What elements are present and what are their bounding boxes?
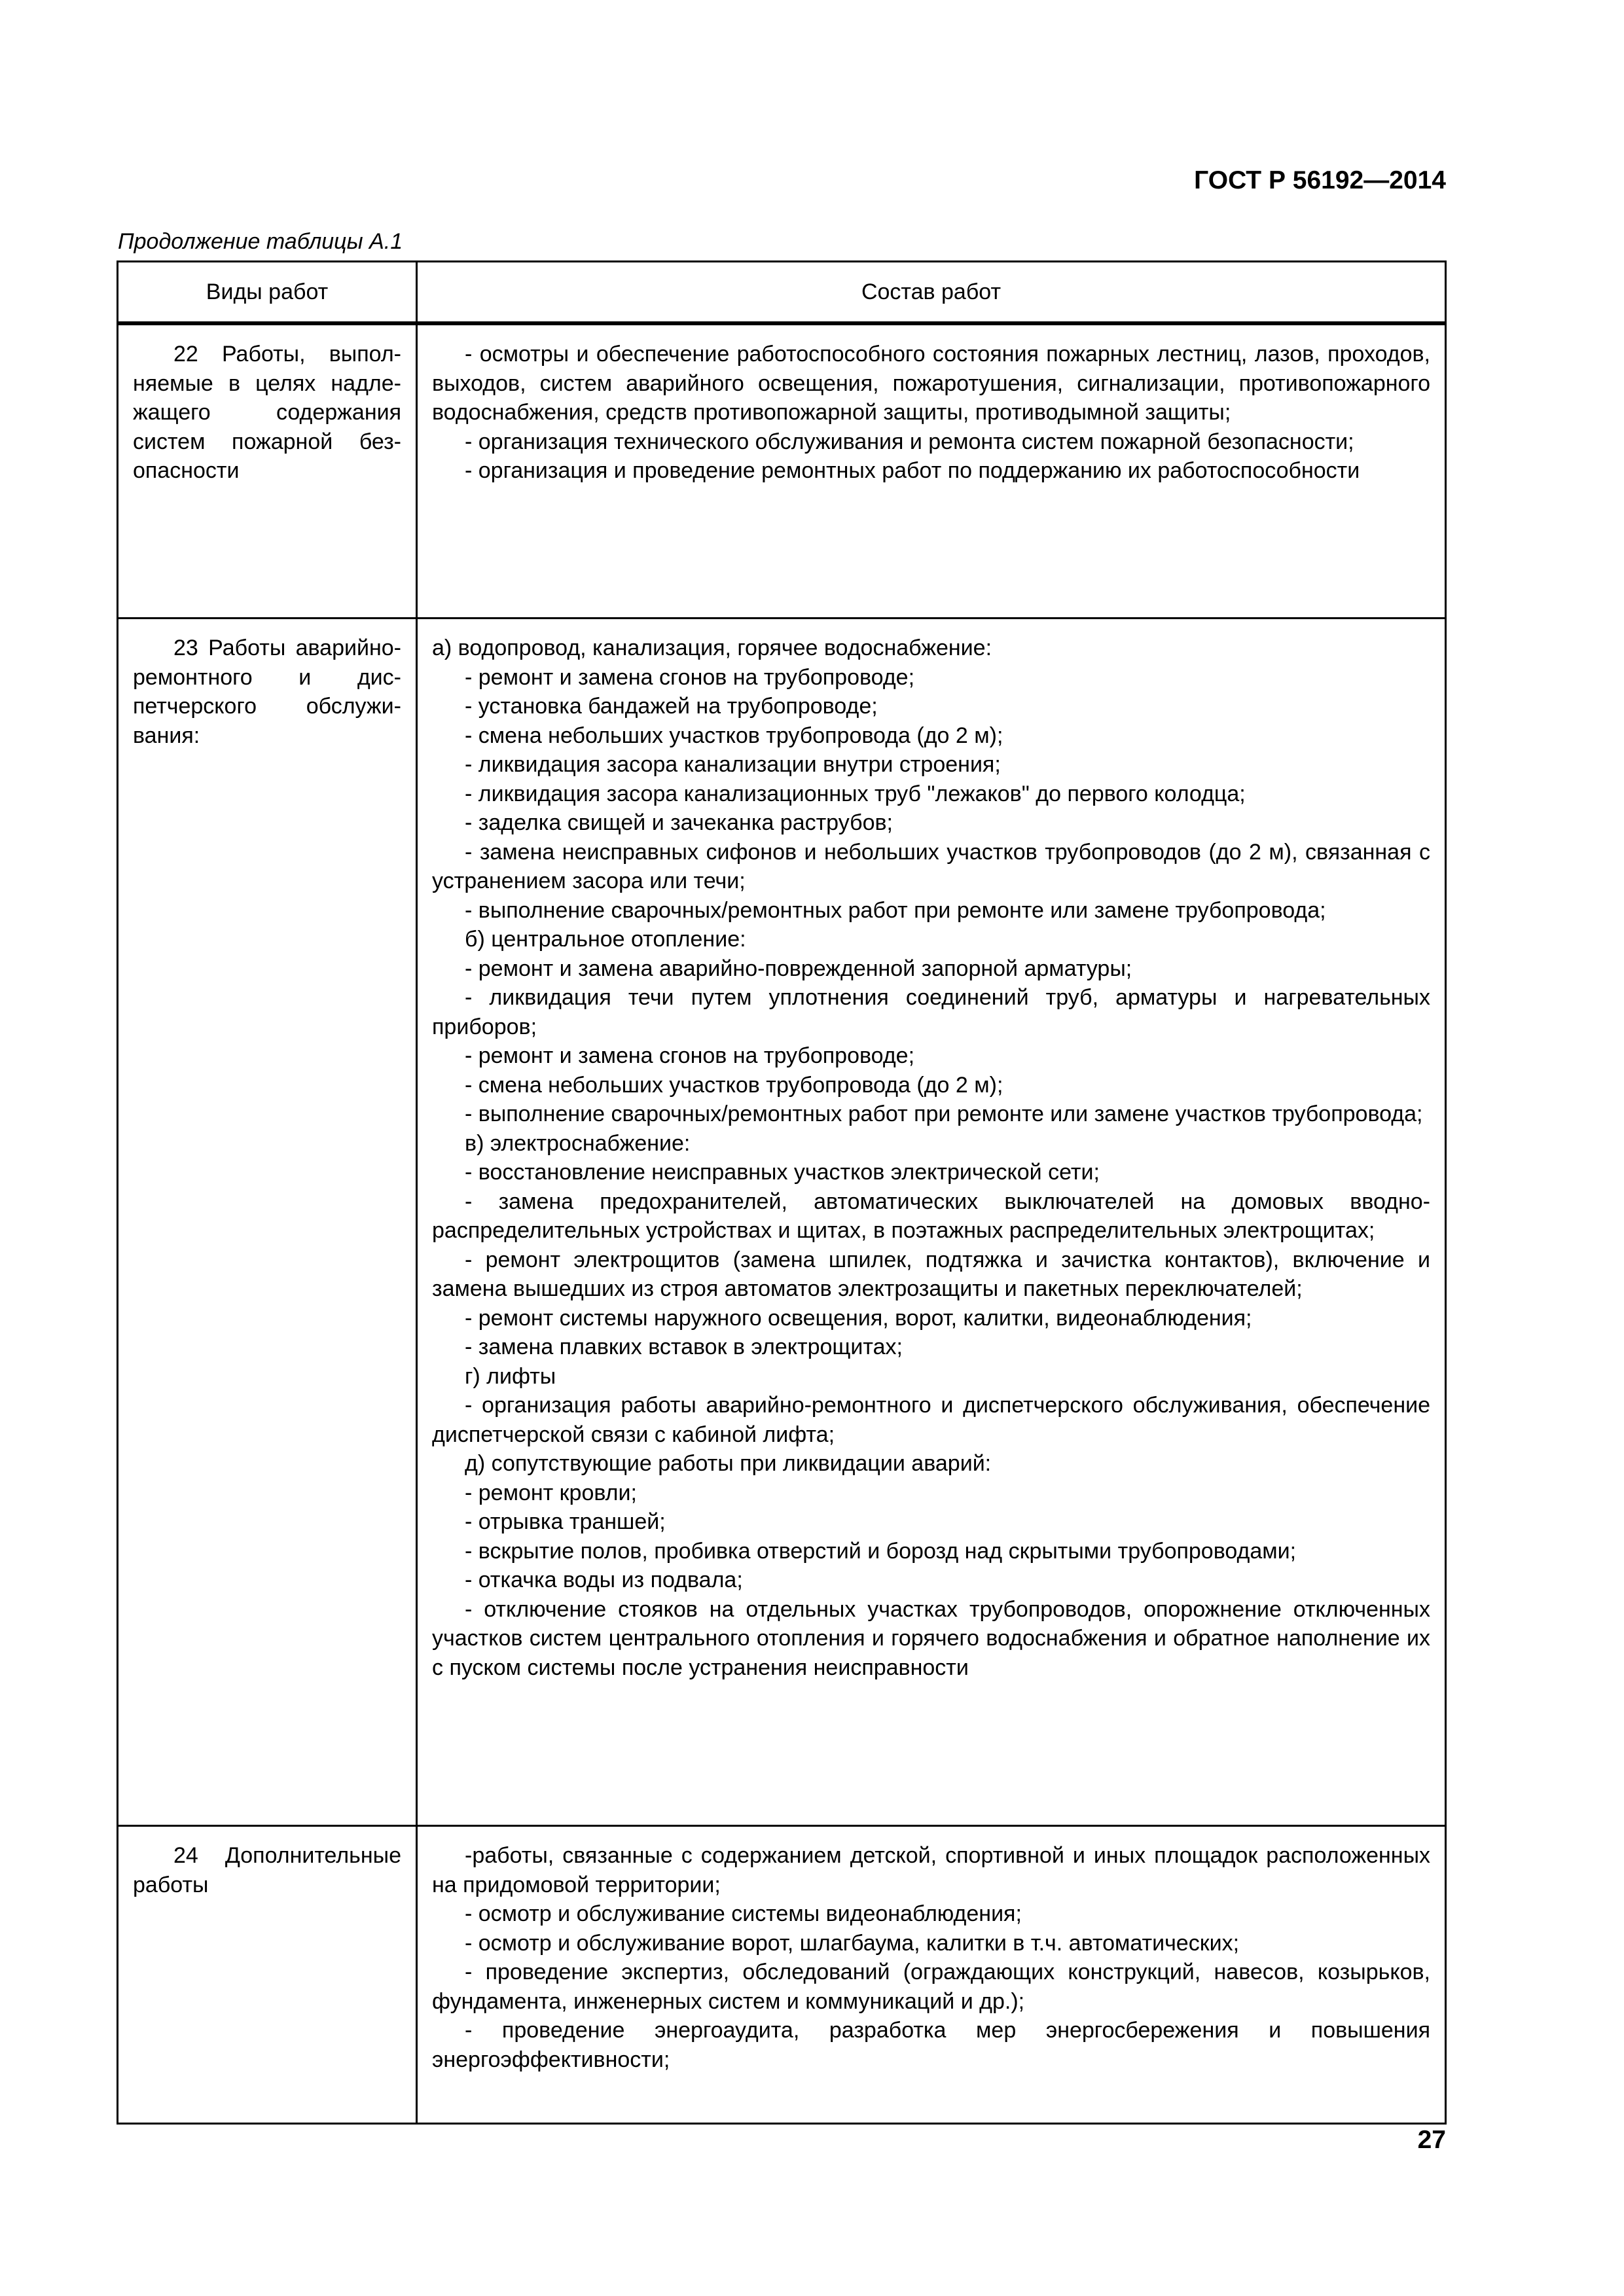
table-caption: Продолжение таблицы А.1 — [118, 229, 403, 254]
content-line: - установка бандажей на трубопроводе; — [465, 694, 878, 719]
section-heading: в) электроснабжение: — [465, 1130, 691, 1156]
content-line: - проведение энергоаудита, разработка мер энергосбережения и повышения энергоэффективности; — [432, 2018, 1430, 2072]
content-line: - организация технического обслуживания и ремонта систем пожарной безопасности; — [465, 429, 1354, 454]
content-line: - ремонт кровли; — [465, 1480, 637, 1505]
content-line: - ремонт и замена сгонов на трубопроводе; — [465, 664, 915, 690]
work-kind-text: 23 Работы аварийно-ремонтного и диспетчерского обслуживания: — [133, 636, 401, 748]
section-heading: б) центральное отопление: — [465, 927, 746, 952]
work-kind-cell — [118, 1826, 417, 2124]
content-line: - замена плавких вставок в электрощитах; — [465, 1335, 903, 1359]
content-line: -работы, связанные с содержанием детской, спортивной и иных площадок расположенных на придомовой территории; — [432, 1843, 1430, 1897]
content-line: - ремонт системы наружного освещения, ворот, калитки, видеонаблюдения; — [465, 1305, 1252, 1331]
content-line: - ремонт и замена аварийно-поврежденной запорной арматуры; — [465, 956, 1132, 981]
work-kind-text: 22 Работы, выполняемые в целях надлежащего содержания систем пожарной безопасности — [133, 342, 401, 483]
content-line: - выполнение сварочных/ремонтных работ при ремонте или замене трубопровода; — [465, 897, 1326, 923]
content-line: - замена предохранителей, автоматических выключателей на домовых вводно-распределительных устройствах и щитах, в поэтажных распределительных электрощитах; — [432, 1189, 1430, 1243]
content-line: - замена неисправных сифонов и небольших участков трубопроводов (до 2 м), связанная с устранением засора или течи; — [432, 839, 1430, 893]
content-line: - осмотры и обеспечение работоспособного состояния пожарных лестниц, лазов, проходов, выходов, систем аварийного освещения, пожаротушения, сигнализации, противопожарного водоснабжения, средств противопожарной защиты, противодымной защиты; — [432, 342, 1430, 425]
content-line: - осмотр и обслуживание системы видеонаблюдения; — [465, 1901, 1022, 1926]
work-kind-cell — [118, 619, 417, 1826]
work-content-cell — [417, 619, 1446, 1826]
section-heading: а) водопровод, канализация, горячее водоснабжение: — [432, 636, 992, 660]
content-line: - откачка воды из подвала; — [465, 1568, 743, 1592]
content-line: - вскрытие полов, пробивка отверстий и борозд над скрытыми трубопроводами; — [465, 1538, 1297, 1564]
content-line: - ремонт электрощитов (замена шпилек, подтяжка и зачистка контактов), включение и замена вышедших из строя автоматов электрозащиты и пакетных переключателей; — [432, 1247, 1430, 1301]
content-line: - ремонт и замена сгонов на трубопроводе; — [465, 1043, 915, 1068]
content-line: - проведение экспертиз, обследований (ограждающих конструкций, навесов, козырьков, фундамента, инженерных систем и коммуникаций и др.); — [432, 1960, 1430, 2014]
table-header-row — [118, 262, 1446, 324]
content-line: - восстановление неисправных участков электрической сети; — [465, 1160, 1100, 1185]
work-content-cell — [417, 1826, 1446, 2124]
table-row — [118, 619, 1446, 1826]
column-header-kind: Виды работ — [118, 262, 417, 324]
section-heading: г) лифты — [465, 1363, 556, 1389]
section-heading: д) сопутствующие работы при ликвидации аварий: — [465, 1451, 992, 1476]
content-line: - отключение стояков на отдельных участках трубопроводов, опорожнение отключенных участков систем центрального отопления и горячего водоснабжения и обратное наполнение их с пуском системы после устранения неисправности — [432, 1596, 1430, 1680]
content-line: - осмотр и обслуживание ворот, шлагбаума, калитки в т.ч. автоматических; — [465, 1930, 1240, 1956]
content-line: - организация работы аварийно-ремонтного и диспетчерского обслуживания, обеспечение диспетчерской связи с кабиной лифта; — [432, 1393, 1430, 1447]
works-table — [117, 260, 1447, 2125]
document-code: ГОСТ Р 56192—2014 — [1194, 166, 1446, 194]
table-row — [118, 323, 1446, 619]
work-content-cell — [417, 323, 1446, 619]
content-line: - отрывка траншей; — [465, 1509, 666, 1534]
page-number: 27 — [1417, 2126, 1446, 2154]
content-line: - ликвидация засора канализационных труб "лежаков" до первого колодца; — [465, 781, 1246, 806]
content-line: - смена небольших участков трубопровода (до 2 м); — [465, 1072, 1003, 1098]
table-row — [118, 1826, 1446, 2124]
content-line: - выполнение сварочных/ремонтных работ при ремонте или замене участков трубопровода; — [465, 1102, 1423, 1126]
content-line: - ликвидация течи путем уплотнения соединений труб, арматуры и нагревательных приборов; — [432, 985, 1430, 1039]
content-line: - смена небольших участков трубопровода (до 2 м); — [465, 723, 1003, 748]
content-line: - заделка свищей и зачеканка раструбов; — [465, 810, 893, 835]
content-line: - организация и проведение ремонтных работ по поддержанию их работоспособности — [465, 458, 1360, 483]
column-header-content: Состав работ — [417, 262, 1446, 324]
content-line: - ликвидация засора канализации внутри строения; — [465, 752, 1001, 777]
work-kind-cell — [118, 323, 417, 619]
work-kind-text: 24 Дополнительные работы — [133, 1843, 401, 1897]
